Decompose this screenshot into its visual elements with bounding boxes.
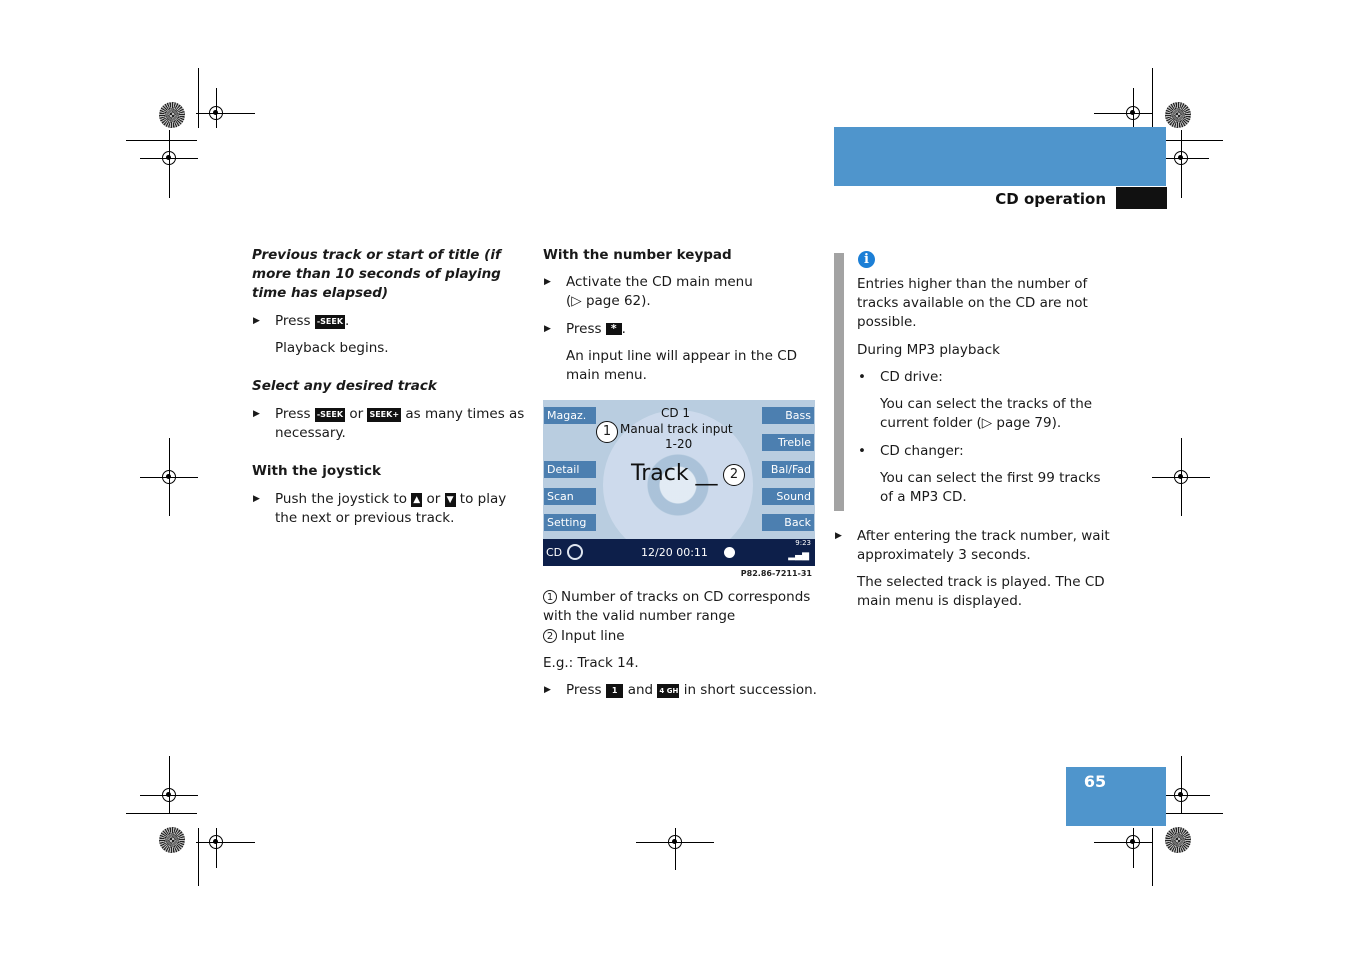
screen-button-bass: Bass — [762, 407, 814, 424]
screen-button-treble: Treble — [762, 434, 814, 451]
step-arrow-icon: ▶ — [253, 409, 260, 419]
registration-target-icon — [209, 106, 223, 120]
cd-menu-screenshot — [543, 400, 815, 582]
screen-cd-mode: CD — [546, 546, 563, 559]
info-sidebar — [834, 253, 844, 511]
registration-rosette-icon — [1165, 827, 1191, 853]
example-text: E.g.: Track 14. — [543, 655, 639, 671]
joystick-up-icon: ▲ — [413, 495, 421, 505]
page-reference: (▷ page 62). — [566, 293, 651, 309]
bullet-cd-drive-text: You can select the tracks of the current folder (▷ page 79). — [880, 396, 1093, 431]
legend-item-1: 1 Number of tracks on CD corresponds with the valid number range — [543, 589, 811, 624]
star-key-icon: * — [606, 323, 622, 335]
bullet-icon: • — [858, 443, 866, 459]
screen-button-setting: Setting — [544, 514, 596, 531]
bullet-cd-changer: CD changer: — [880, 443, 964, 459]
legend-number-2: 2 — [543, 629, 557, 643]
bullet-cd-changer-text: You can select the first 99 tracks of a MP3 CD. — [880, 470, 1101, 505]
screen-clock: 9:23 — [795, 539, 811, 547]
step-arrow-icon: ▶ — [253, 494, 260, 504]
heading-select-track: Select any desired track — [252, 378, 437, 394]
screen-button-sound: Sound — [762, 488, 814, 505]
screen-range: 1-20 — [665, 437, 693, 451]
cd-icon — [567, 544, 583, 560]
play-status-icon — [724, 547, 735, 558]
screen-track-input: Track __ — [631, 461, 718, 486]
key-4-ghi-icon: 4 GHI — [657, 684, 679, 698]
registration-target-icon — [1126, 835, 1140, 849]
registration-rosette-icon — [159, 827, 185, 853]
heading-joystick: With the joystick — [252, 463, 382, 479]
step-press-seek: Press -SEEK . — [275, 313, 350, 329]
step-result-played: The selected track is played. The CD main menu is displayed. — [857, 574, 1105, 609]
registration-target-icon — [162, 151, 176, 165]
step-arrow-icon: ▶ — [544, 277, 551, 287]
screen-cd-label: CD 1 — [661, 406, 691, 420]
header-marker — [1116, 187, 1167, 209]
registration-rosette-icon — [1165, 102, 1191, 128]
seek-plus-key-icon: SEEK+ — [367, 408, 401, 422]
signal-bars-icon: ▂▄▆ — [788, 551, 809, 561]
section-title: Audio — [1236, 160, 1291, 180]
info-text: Entries higher than the number of tracks available on the CD are not possible. — [857, 276, 1088, 330]
step-arrow-icon: ▶ — [544, 685, 551, 695]
screen-manual-input: Manual track input — [620, 422, 733, 436]
page-number: 65 — [1083, 772, 1107, 791]
screen-button-detail: Detail — [544, 461, 596, 478]
screen-button-balfad: Bal/Fad — [762, 461, 814, 478]
registration-target-icon — [668, 835, 682, 849]
heading-previous-track: Previous track or start of title (if more than 10 seconds of playing time has elapsed) — [252, 247, 501, 301]
registration-target-icon — [1126, 106, 1140, 120]
subsection-title: CD operation — [995, 190, 1106, 208]
step-activate-menu: Activate the CD main menu (▷ page 62). — [566, 273, 816, 311]
step-press-digits: Press 1 and 4 GHI in short succession. — [566, 682, 817, 698]
screen-status-bar — [543, 539, 815, 566]
callout-1: 1 — [596, 421, 618, 443]
step-arrow-icon: ▶ — [253, 316, 260, 326]
key-1-icon: 1 — [606, 684, 624, 698]
joystick-down-icon: ▼ — [446, 495, 454, 505]
step-result: Playback begins. — [275, 340, 389, 356]
step-arrow-icon: ▶ — [835, 531, 842, 541]
legend-item-2: 2 Input line — [543, 627, 818, 646]
registration-target-icon — [162, 788, 176, 802]
seek-minus-key-icon: -SEEK — [315, 408, 345, 422]
screen-button-back: Back — [762, 514, 814, 531]
info-icon: i — [858, 251, 875, 268]
bullet-icon: • — [858, 369, 866, 385]
step-press-seek-select: Press -SEEK or SEEK+ as many times as necessary. — [275, 406, 525, 441]
step-arrow-icon: ▶ — [544, 324, 551, 334]
registration-target-icon — [1174, 151, 1188, 165]
screen-button-scan: Scan — [544, 488, 596, 505]
step-wait: After entering the track number, wait approximately 3 seconds. — [857, 528, 1110, 563]
step-result-input-line: An input line will appear in the CD main menu. — [566, 348, 798, 383]
registration-target-icon — [1174, 470, 1188, 484]
seek-minus-key-icon: -SEEK — [315, 315, 345, 329]
heading-number-keypad: With the number keypad — [543, 247, 732, 263]
registration-target-icon — [1174, 788, 1188, 802]
bullet-cd-drive: CD drive: — [880, 369, 943, 385]
registration-rosette-icon — [159, 102, 185, 128]
screen-button-magaz: Magaz. — [544, 407, 596, 424]
step-joystick: Push the joystick to ▲ or ▼ to play the next or previous track. — [275, 491, 507, 526]
registration-target-icon — [162, 470, 176, 484]
image-code: P82.86-7211-31 — [740, 569, 812, 578]
legend-number-1: 1 — [543, 590, 557, 604]
step-press-star: Press * . — [566, 321, 626, 337]
registration-target-icon — [209, 835, 223, 849]
mp3-heading: During MP3 playback — [857, 342, 1001, 358]
callout-2: 2 — [723, 464, 745, 486]
section-header-bar — [834, 127, 1166, 186]
screen-track-time: 12/20 00:11 — [641, 546, 708, 559]
